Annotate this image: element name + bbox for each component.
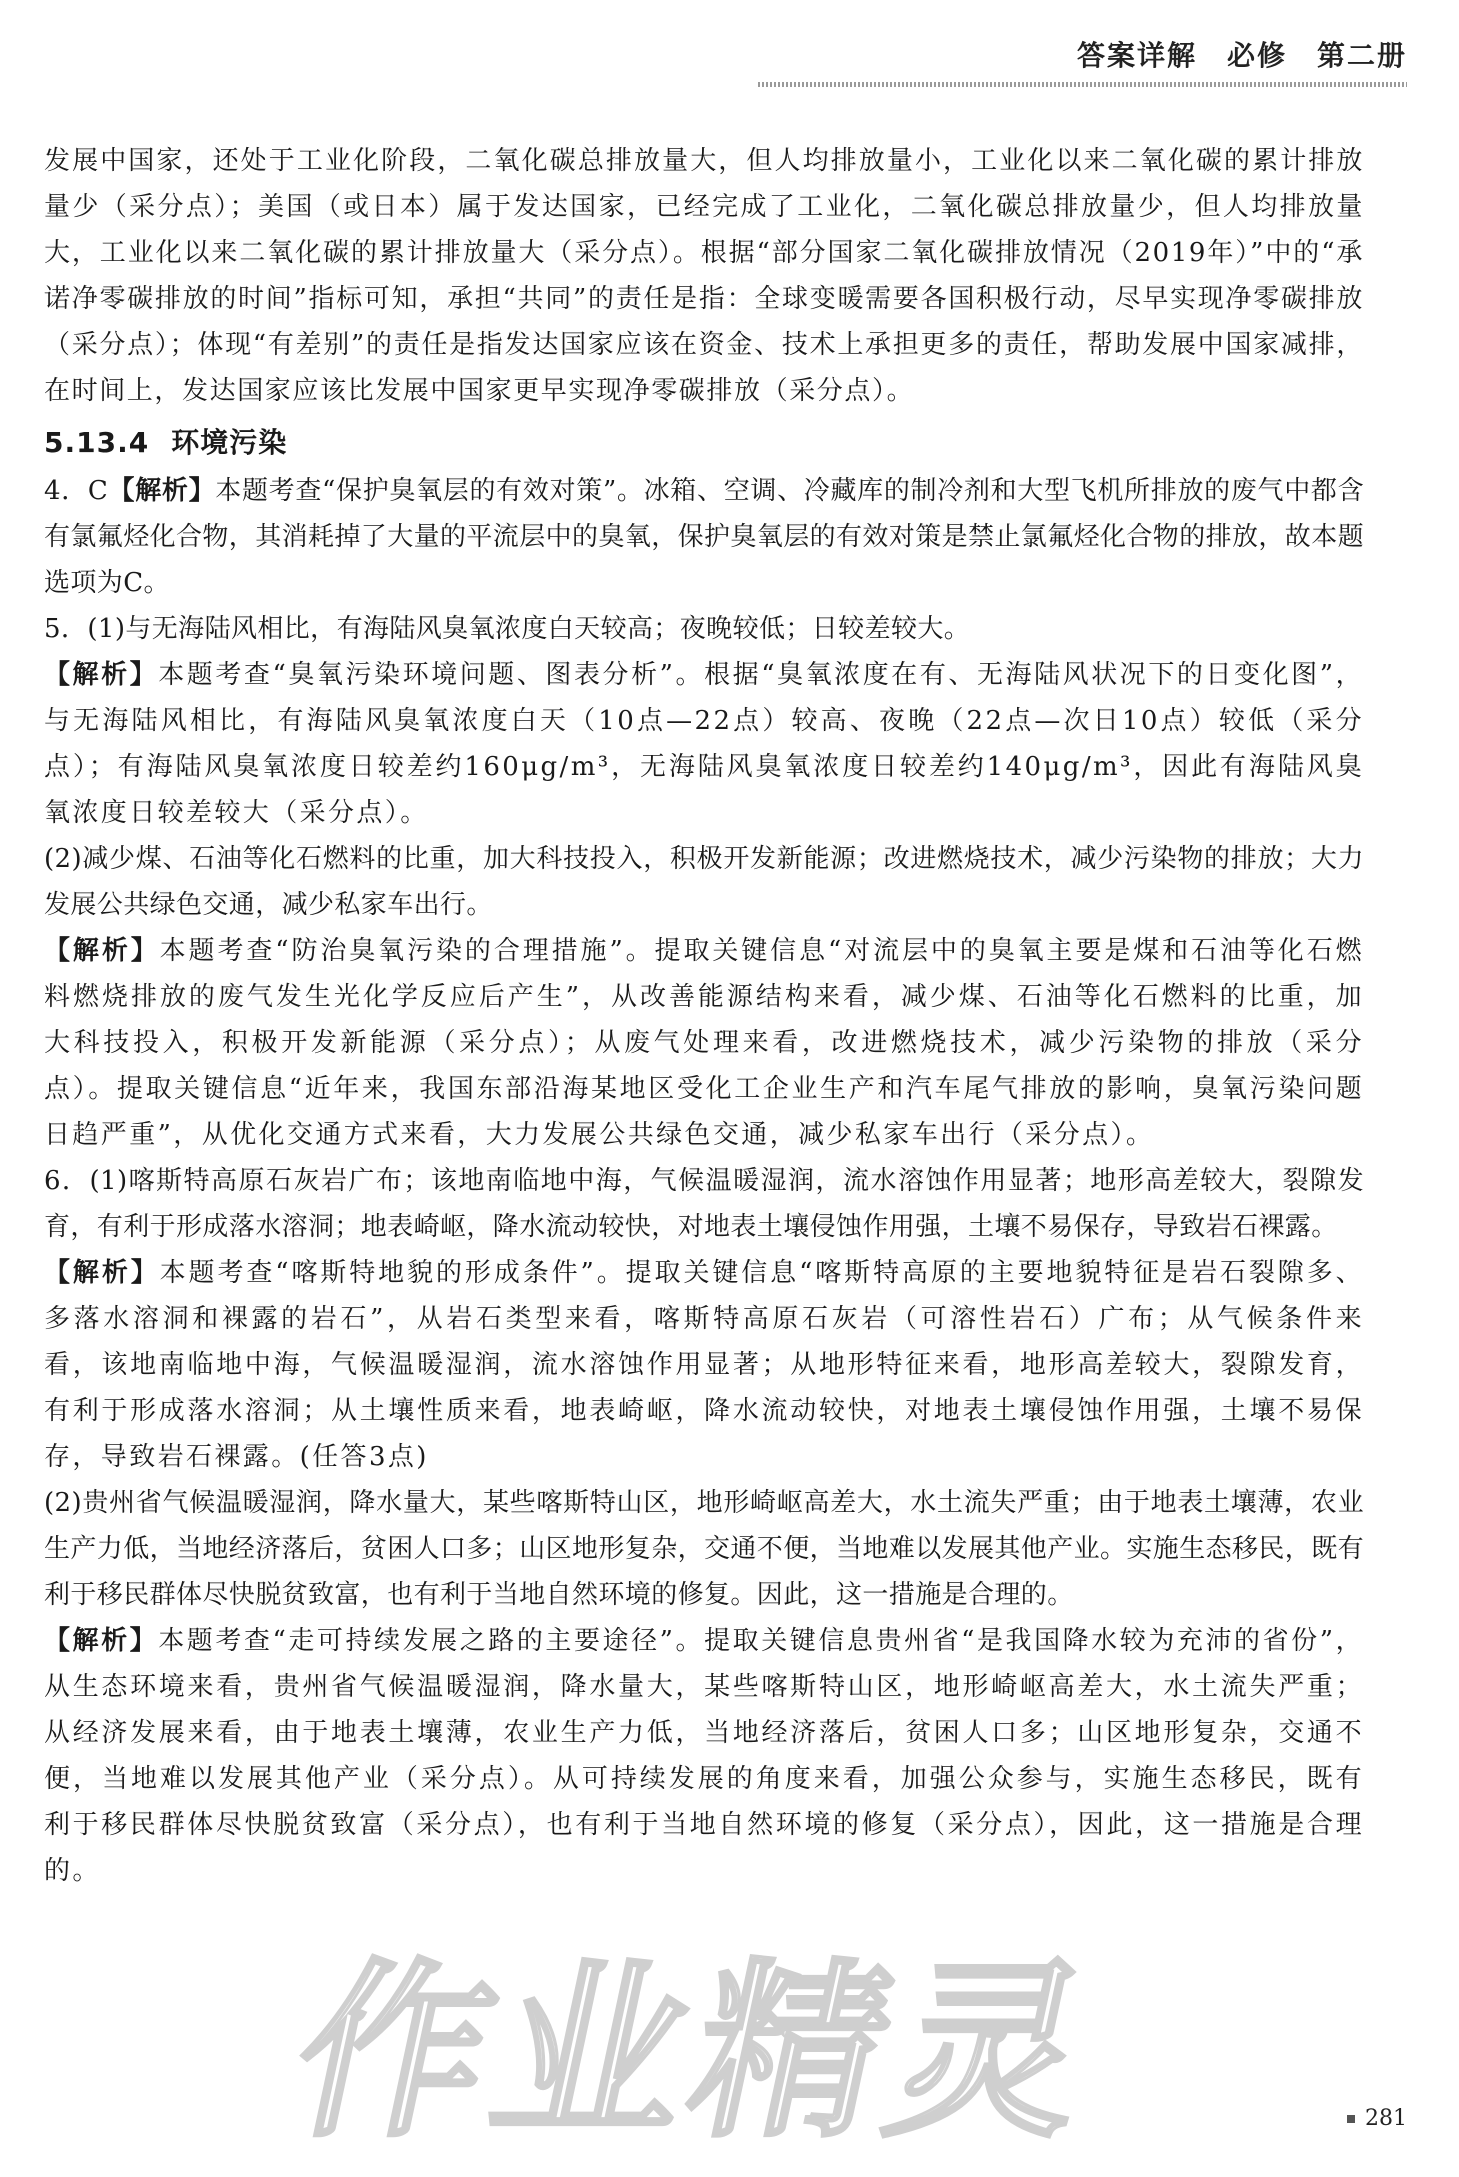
section-title: 环境污染 [171, 426, 288, 459]
item-5-1-answer [44, 606, 1364, 652]
item-6-1-analysis [44, 1250, 1364, 1480]
item-5-2-analysis-text: 本题考查“防治臭氧污染的合理措施”。提取关键信息“对流层中的臭氧主要是煤和石油等化石燃料燃烧排放的废气发生光化学反应后产生”，从改善能源结构来看，减少煤、石油等化石燃料的比重，加大科技投入，积极开发新能源（采分点）；从废气处理来看，改进燃烧技术，减少污染物的排放（采分点）。提取关键信息“近年来，我国东部沿海某地区受化工企业生产和汽车尾气排放的影响，臭氧污染问题日趋严重”，从优化交通方式来看，大力发展公共绿色交通，减少私家车出行（采分点）。 [44, 936, 1365, 1150]
section-number: 5.13.4 [44, 426, 150, 459]
item-5-1-analysis-text: 本题考查“臭氧污染环境问题、图表分析”。根据“臭氧浓度在有、无海陆风状况下的日变化图”，与无海陆风相比，有海陆风臭氧浓度白天（10点—22点）较高、夜晚（22点—次日10点）较低（采分点）；有海陆风臭氧浓度日较差约160μg/m³，无海陆风臭氧浓度日较差约140μg/m³，因此有海陆风臭氧浓度日较差较大（采分点）。 [44, 660, 1364, 828]
item-6-2-answer: (2)贵州省气候温暖湿润，降水量大，某些喀斯特山区，地形崎岖高差大，水土流失严重；由于地表土壤薄，农业生产力低，当地经济落后，贫困人口多；山区地形复杂，交通不便，当地难以发展其他产业。实施生态移民，既有利于移民群体尽快脱贫致富，也有利于当地自然环境的修复。因此，这一措施是合理的。 [44, 1488, 1365, 1610]
analysis-tag: 【解析】 [44, 660, 159, 690]
header-rule [758, 82, 1407, 87]
analysis-tag: 【解析】 [44, 1258, 160, 1288]
item-5-2-analysis [44, 928, 1364, 1158]
item-4-lead: 4．C [44, 476, 109, 506]
item-6-1-analysis-text: 本题考查“喀斯特地貌的形成条件”。提取关键信息“喀斯特高原的主要地貌特征是岩石裂隙多、多落水溶洞和裸露的岩石”，从岩石类型来看，喀斯特高原石灰岩（可溶性岩石）广布；从气候条件来看，该地南临地中海，气候温暖湿润，流水溶蚀作用显著；从地形特征来看，地形高差较大，裂隙发育，有利于形成落水溶洞；从土壤性质来看，地表崎岖，降水流动较快，对地表土壤侵蚀作用强，土壤不易保存，导致岩石裸露。(任答3点) [44, 1258, 1365, 1472]
item-6-1-answer-text: (1)喀斯特高原石灰岩广布；该地南临地中海，气候温暖湿润，流水溶蚀作用显著；地形高差较大，裂隙发育，有利于形成落水溶洞；地表崎岖，降水流动较快，对地表土壤侵蚀作用强，土壤不易保存，导致岩石裸露。 [44, 1166, 1365, 1242]
analysis-tag: 【解析】 [108, 476, 216, 506]
page-marker-icon [1347, 2115, 1355, 2123]
watermark: 作业精灵 [276, 1942, 1116, 2163]
page-number [1347, 2106, 1407, 2131]
item-6-2-analysis [44, 1618, 1364, 1894]
item-4-analysis-text: 本题考查“保护臭氧层的有效对策”。冰箱、空调、冷藏库的制冷剂和大型飞机所排放的废气中都含有氯氟烃化合物，其消耗掉了大量的平流层中的臭氧，保护臭氧层的有效对策是禁止氯氟烃化合物的排放，故本题选项为C。 [44, 476, 1365, 598]
paragraph-continuation: 发展中国家，还处于工业化阶段，二氧化碳总排放量大，但人均排放量小，工业化以来二氧化碳的累计排放量少（采分点）；美国（或日本）属于发达国家，已经完成了工业化，二氧化碳总排放量少，但人均排放量大，工业化以来二氧化碳的累计排放量大（采分点）。根据“部分国家二氧化碳排放情况（2019年）”中的“承诺净零碳排放的时间”指标可知，承担“共同”的责任是指：全球变暖需要各国积极行动，尽早实现净零碳排放（采分点）；体现“有差别”的责任是指发达国家应该在资金、技术上承担更多的责任，帮助发展中国家减排，在时间上，发达国家应该比发展中国家更早实现净零碳排放（采分点）。 [44, 146, 1364, 406]
item-5-lead: 5． [44, 614, 88, 644]
item-6-1-answer [44, 1158, 1364, 1250]
running-header: 答案详解 必修 第二册 [1076, 39, 1407, 72]
item-6-lead: 6． [44, 1166, 90, 1196]
page-number-text: 281 [1365, 2106, 1407, 2131]
item-5-1-answer-text: (1)与无海陆风相比，有海陆风臭氧浓度白天较高；夜晚较低；日较差较大。 [87, 614, 971, 644]
item-6-2-analysis-text: 本题考查“走可持续发展之路的主要途径”。提取关键信息贵州省“是我国降水较为充沛的省份”，从生态环境来看，贵州省气候温暖湿润，降水量大，某些喀斯特山区，地形崎岖高差大，水土流失严重；从经济发展来看，由于地表土壤薄，农业生产力低，当地经济落后，贫困人口多；山区地形复杂，交通不便，当地难以发展其他产业（采分点）。从可持续发展的角度来看，加强公众参与，实施生态移民，既有利于移民群体尽快脱贫致富（采分点），也有利于当地自然环境的修复（采分点），因此，这一措施是合理的。 [44, 1626, 1364, 1886]
section-heading [44, 418, 1364, 468]
answer-content [44, 138, 1364, 1894]
item-5-1-analysis [44, 652, 1364, 836]
analysis-tag: 【解析】 [44, 936, 160, 966]
item-4-answer [44, 468, 1364, 606]
item-5-2-answer: (2)减少煤、石油等化石燃料的比重，加大科技投入，积极开发新能源；改进燃烧技术，减少污染物的排放；大力发展公共绿色交通，减少私家车出行。 [44, 844, 1364, 920]
analysis-tag: 【解析】 [44, 1626, 159, 1656]
